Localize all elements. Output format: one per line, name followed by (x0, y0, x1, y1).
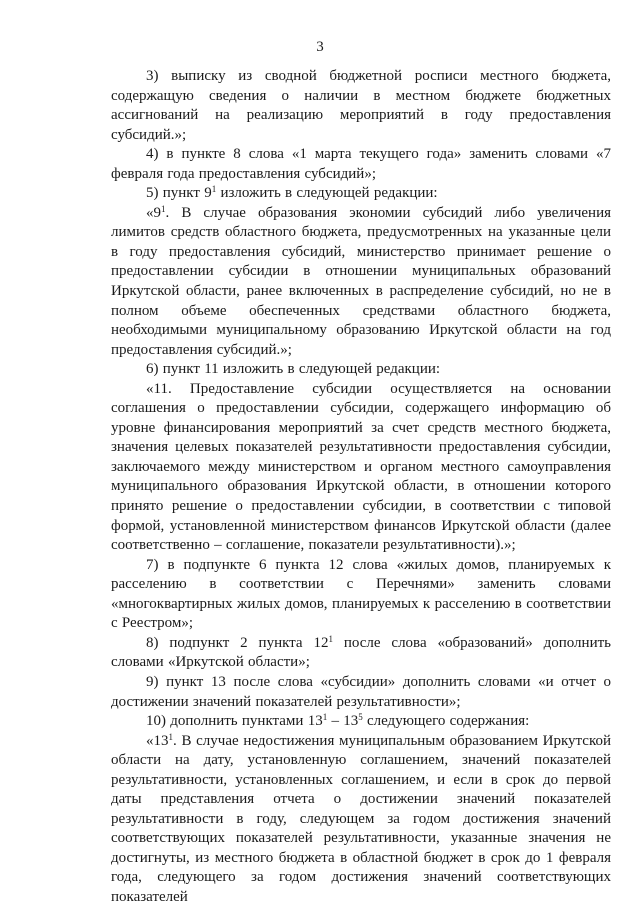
paragraph-item-5 (111, 184, 611, 204)
document-body (111, 67, 611, 908)
paragraph-item-10 (111, 712, 611, 732)
superscript: 1 (211, 184, 217, 195)
paragraph-text: после слова «образований» дополнить словами «Иркутской области»; (111, 634, 611, 671)
paragraph-text: 10) дополнить пунктами 13 (146, 713, 323, 730)
paragraph-item-3: 3) выписку из сводной бюджетной росписи местного бюджета, содержащую сведения о наличии в местном бюджете бюджетных ассигнований на реализацию мероприятий в году предоставления субсидий.»; (111, 68, 611, 143)
superscript: 5 (358, 712, 363, 723)
paragraph-item-8 (111, 634, 611, 673)
paragraph-text: – 13 (327, 713, 359, 730)
page-number: 3 (316, 39, 324, 55)
paragraph-clause-9-1 (111, 204, 611, 360)
paragraph-clause-11: «11. Предоставление субсидии осуществляется на основании соглашения о предоставлении субсидии, содержащего информацию об уровне финансирования мероприятий за счет средств местного бюджета, значения целевых показателей результативности предоставления субсидии, заключаемого между министерством и органом местного самоуправления муниципального образования Иркутской области, в отношении которого принято решение о предоставлении субсидии, в соответствии с типовой формой, установленной министерством финансов Иркутской области (далее соответственно – соглашение, показатели результативности).»; (111, 380, 611, 554)
paragraph-text: следующего содержания: (362, 713, 530, 730)
paragraph-item-9: 9) пункт 13 после слова «субсидии» дополнить словами «и отчет о достижении значений показателей результативности»; (111, 673, 611, 710)
paragraph-item-7: 7) в подпункте 6 пункта 12 слова «жилых домов, планируемых к расселению в соответствии с Перечнями» заменить словами «многоквартирных жилых домов, планируемых к расселению в соответствии с Реестром»; (111, 556, 611, 632)
paragraph-text: «9 (146, 204, 161, 221)
superscript: 1 (328, 633, 333, 644)
paragraph-item-6: 6) пункт 11 изложить в следующей редакции: (146, 361, 441, 378)
paragraph-text: изложить в следующей редакции: (216, 185, 438, 202)
paragraph-clause-13-1 (111, 732, 611, 908)
paragraph-text: 5) пункт 9 (146, 185, 212, 202)
superscript: 1 (322, 712, 328, 723)
paragraph-text: . В случае образования экономии субсидий либо увеличения лимитов средств областного бюджета, предусмотренных на указанные цели в году предоставления субсидий, министерство принимает решение о предоставлении субсидии в отношении муниципальных образований Иркутской области, ранее включенных в распределение субсидий, но не в полном объеме обеспеченных средствами областного бюджета, необходимыми муниципальному образованию Иркутской области на год предоставления субсидий.»; (111, 204, 611, 358)
paragraph-text: . В случае недостижения муниципальным образованием Иркутской области на дату, установленную соглашением, значений показателей результативности, установленных соглашением, и если в срок до первой даты представления отчета о достижении значений показателей результативности в году, следующем за годом достижения значений соответствующих показателей результативности, указанные значения не достигнуты, из местного бюджета в областной бюджет в срок до 1 февраля года, следующего за годом достижения значений соответствующих показателей (111, 732, 611, 905)
paragraph-item-4: 4) в пункте 8 слова «1 марта текущего года» заменить словами «7 февраля года предоставления субсидий»; (111, 146, 611, 182)
superscript: 1 (168, 731, 173, 742)
paragraph-text: «13 (146, 732, 169, 749)
paragraph-text: 8) подпункт 2 пункта 12 (146, 634, 329, 651)
superscript: 1 (161, 203, 166, 214)
